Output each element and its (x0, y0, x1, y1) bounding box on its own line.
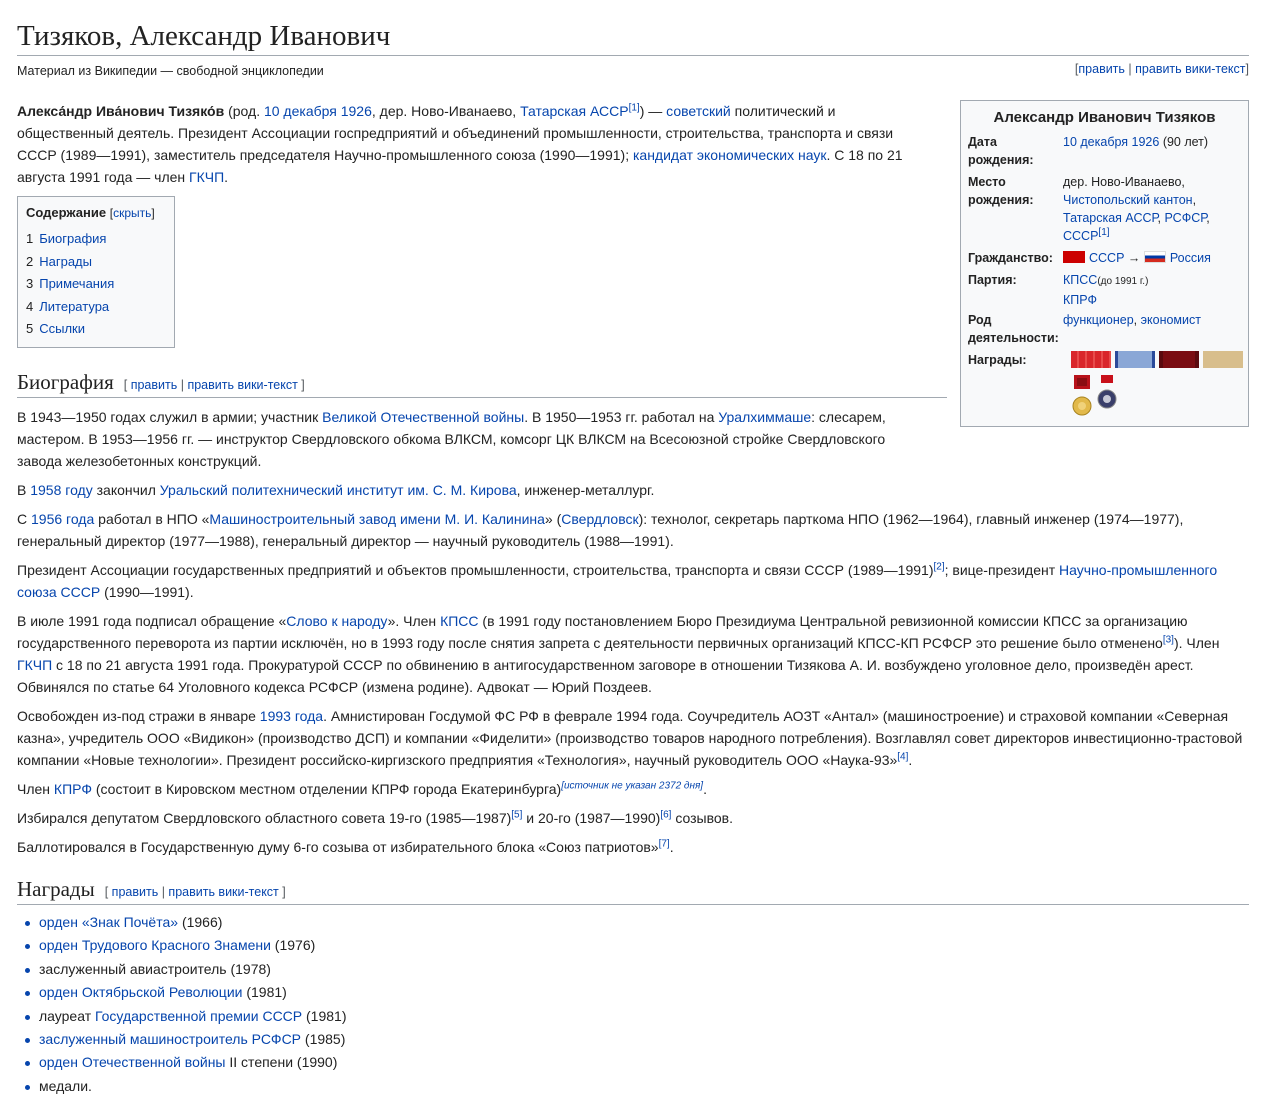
list-item: орден Октябрьской Революции (1981) (39, 981, 346, 1004)
award-ribbon-icon[interactable] (1159, 351, 1199, 368)
ref-4[interactable]: [4] (897, 751, 909, 763)
title-edit-links: [править | править вики-текст] (1074, 62, 1249, 76)
medal-icons[interactable] (1071, 375, 1117, 417)
list-item: орден Отечественной войны II степени (1990) (39, 1051, 346, 1074)
uralkhimmash-link[interactable]: Уралхиммаше (718, 409, 812, 425)
bio-edit-link[interactable]: править (130, 378, 178, 392)
ref-1[interactable]: [1] (628, 102, 640, 114)
award-ribbon-icon[interactable] (1115, 351, 1155, 368)
award-ribbon-icon[interactable] (1071, 351, 1111, 368)
infobox-place-value: дер. Ново-Иванаево, Чистопольский кантон, Татарская АССР, РСФСР, СССР[1] (1063, 175, 1210, 243)
toc-title: Содержание (26, 205, 107, 220)
birth-date-link[interactable]: 10 декабря 1926 (263, 103, 372, 119)
infobox-awards-value (1063, 351, 1243, 421)
infobox-occupation-value: функционер, экономист (1063, 313, 1201, 327)
infobox-place-label: Место рождения: (968, 175, 1034, 207)
year-1958-link[interactable]: 1958 году (30, 482, 93, 498)
award-ribbon-icon[interactable] (1203, 351, 1243, 368)
tatar-assr-link[interactable]: Татарская АССР (520, 103, 629, 119)
bio-paragraph: В 1958 году закончил Уральский политехнический институт им. С. М. Кирова, инженер-металлург. (17, 482, 655, 498)
gkchp-link[interactable]: ГКЧП (189, 169, 225, 185)
infobox-birth-label: Дата рождения: (968, 135, 1034, 167)
list-item: орден «Знак Почёта» (1966) (39, 911, 346, 934)
page-subtitle: Материал из Википедии — свободной энциклопедии (17, 64, 324, 78)
russia-flag-icon (1144, 251, 1166, 263)
year-1956-link[interactable]: 1956 года (31, 511, 95, 527)
soviet-link[interactable]: советский (666, 103, 731, 119)
bio-edit-wiki-link[interactable]: править вики-текст (187, 378, 298, 392)
ref-7[interactable]: [7] (658, 838, 670, 850)
table-of-contents: Содержание [скрыть] 1 Биография 2 Награды 3 Примечания 4 Литература 5 Ссылки (17, 196, 175, 348)
infobox-party-label: Партия: (968, 273, 1017, 287)
toc-hide-link[interactable]: скрыть (113, 206, 152, 220)
edit-wiki-link[interactable]: править вики-текст (1135, 62, 1246, 76)
infobox-occupation-label: Род деятельности: (968, 313, 1059, 345)
ww2-link[interactable]: Великой Отечественной войны (322, 409, 525, 425)
candidate-link[interactable]: кандидат экономических наук (632, 147, 827, 163)
upi-link[interactable]: Уральский политехнический институт им. С. М. Кирова (159, 482, 517, 498)
ref-5[interactable]: [5] (511, 809, 523, 821)
npo-union-link[interactable]: Научно-промышленного союза СССР (17, 562, 1218, 600)
infobox (960, 100, 1249, 427)
bio-paragraph: В 1943—1950 годах служил в армии; участник Великой Отечественной войны. В 1950—1953 гг. работал на Уралхиммаше: слесарем, мастером. В 1953—1956 гг. — инструктор Свердловского обкома ВЛКСМ, комсорг ЦК ВЛКСМ на Всесоюзной стройке Свердловского завода железобетонных конструкций. (17, 409, 886, 469)
kpss-link[interactable]: КПСС (440, 613, 479, 629)
bio-paragraph: Освобожден из-под стражи в январе 1993 года. Амнистирован Госдумой ФС РФ в феврале 1994 года. Соучредитель АОЗТ «Антал» (машиностроение) и страховой компании «Северная казна», учредитель ООО «Видикон» (производство ДСП) и компании «Фиделити» (производство товаров народного потребления). Возглавлял совет директоров инвестиционно-трастовой компании «Новые технологии». Президент российско-киргизского предприятия «Технология», научный руководитель ООО «Наука-93»[4]. (17, 708, 1243, 768)
ussr-flag-icon (1063, 251, 1085, 263)
infobox-birth-value: 10 декабря 1926 (90 лет) (1063, 135, 1209, 149)
infobox-awards-label: Награды: (968, 353, 1027, 367)
slovo-link[interactable]: Слово к народу (286, 613, 388, 629)
list-item: лауреат Государственной премии СССР (1981) (39, 1005, 346, 1028)
bio-paragraph: Президент Ассоциации государственных предприятий и объектов промышленности, строительства, транспорта и связи СССР (1989—1991)[2]; вице-президент Научно-промышленного союза СССР (1990—1991). (17, 561, 1218, 600)
ref-3[interactable]: [3] (1162, 634, 1174, 646)
ref-2[interactable]: [2] (933, 561, 945, 573)
toc-item[interactable]: 5 Ссылки (26, 321, 86, 336)
bio-paragraph: С 1956 года работал в НПО «Машиностроительный завод имени М. И. Калинина» (Свердловск): технолог, секретарь парткома НПО (1962—1964), главный инженер (1974—1977), генеральный директор (1977—1988), генеральный директор — научный руководитель (1988—1991). (17, 511, 1184, 549)
biography-section (17, 406, 1249, 865)
sverdlovsk-link[interactable]: Свердловск (561, 511, 639, 527)
edit-link[interactable]: править (1078, 62, 1125, 76)
list-item: заслуженный авиастроитель (1978) (39, 958, 346, 981)
toc-item[interactable]: 1 Биография (26, 231, 107, 246)
year-1993-link[interactable]: 1993 года (259, 708, 324, 724)
bio-paragraph: Избирался депутатом Свердловского областного совета 19-го (1985—1987)[5] и 20-го (1987—1990)[6] созывов. (17, 809, 734, 826)
bio-paragraph: В июле 1991 года подписал обращение «Слово к народу». Член КПСС (в 1991 году постановлением Бюро Президиума Центральной ревизионной комиссии КПСС за организацию государственного переворота из партии исключён, но в 1993 году после снятия запрета с деятельности первичных организаций КПСС-КП РСФСР это решение было отменено[3]). Член ГКЧП с 18 по 21 августа 1991 года. Прокуратурой СССР по обвинению в антигосударственном заговоре в отношении Тизякова А. И. возбуждено уголовное дело, произведён арест. Обвинялся по статье 64 Уголовного кодекса РСФСР (измена родине). Адвокат — Юрий Поздеев. (17, 613, 1220, 695)
awards-edit-wiki-link[interactable]: править вики-текст (168, 885, 279, 899)
toc-item[interactable]: 2 Награды (26, 253, 92, 269)
infobox-title: Александр Иванович Тизяков (993, 109, 1216, 126)
infobox-citizenship-label: Гражданство: (968, 251, 1053, 265)
list-item: заслуженный машиностроитель РСФСР (1985) (39, 1028, 346, 1051)
infobox-citizenship-value: СССР → Россия (1063, 249, 1243, 267)
infobox-party-value: КПСС(до 1991 г.) КПРФ (1063, 273, 1149, 307)
toc-item[interactable]: 3 Примечания (26, 276, 115, 291)
page-title: Тизяков, Александр Иванович (17, 0, 1249, 56)
awards-edit-link[interactable]: править (111, 885, 159, 899)
bio-paragraph: Член КПРФ (состоит в Кировском местном отделении КПРФ города Екатеринбурга)[источник не указан 2372 дня]. (17, 780, 707, 797)
section-heading-biography: Биография [ править | править вики-текст ] (17, 370, 947, 398)
awards-list (17, 911, 346, 1098)
lead-paragraph: Алекса́ндр Ива́нович Тизяко́в (род. 10 декабря 1926, дер. Ново-Иванаево, Татарская АССР[1]) — советский политический и общественный деятель. Президент Ассоциации госпредприятий и объединений промышленности, строительства, транспорта и связи СССР (1989—1991), заместитель председателя Научно-промышленного союза (1990—1991); кандидат экономических наук. С 18 по 21 августа 1991 года — член ГКЧП. (17, 102, 903, 185)
list-item: медали. (39, 1075, 346, 1098)
gkchp-link-2[interactable]: ГКЧП (17, 657, 53, 673)
list-item: орден Трудового Красного Знамени (1976) (39, 934, 346, 957)
section-heading-awards: Награды [ править | править вики-текст ] (17, 877, 1249, 905)
ref-6[interactable]: [6] (660, 809, 672, 821)
person-name: Алекса́ндр Ива́нович Тизяко́в (17, 103, 225, 119)
kalinin-plant-link[interactable]: Машиностроительный завод имени М. И. Калинина (209, 511, 545, 527)
toc-item[interactable]: 4 Литература (26, 298, 110, 314)
kprf-link[interactable]: КПРФ (53, 781, 92, 797)
citation-needed-link[interactable]: [источник не указан 2372 дня] (561, 780, 704, 792)
bio-paragraph: Баллотировался в Государственную думу 6-го созыва от избирательного блока «Союз патриотов»[7]. (17, 838, 674, 855)
